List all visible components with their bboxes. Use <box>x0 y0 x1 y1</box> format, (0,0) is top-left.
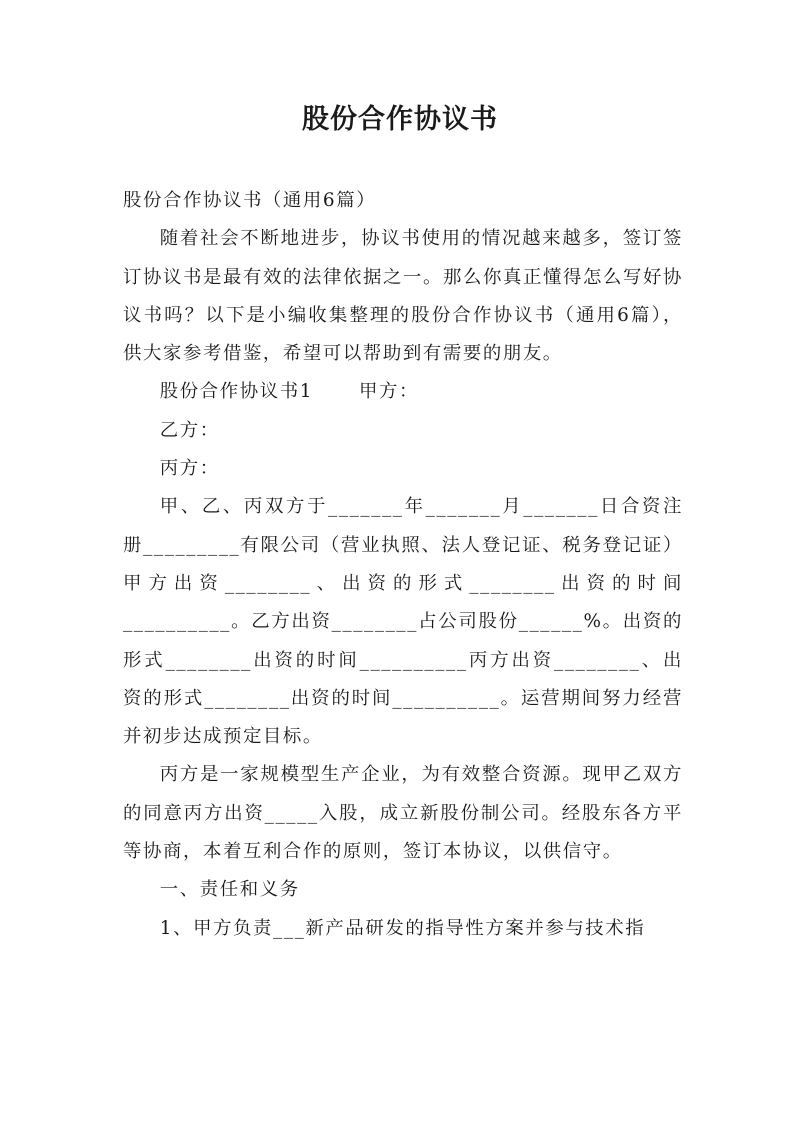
party-a-label: 甲方： <box>359 381 420 403</box>
capital-paragraph: 甲、乙、丙双方于_______年_______月_______日合资注册_________有限公司（营业执照、法人登记证、税务登记证）甲方出资________、出资的形式________出资的时间__________。乙方出资________占公司股份______%。出资的形式________出资的时间__________丙方出资________、出资的形式________出资的时间__________。运营期间努力经营并初步达成预定目标。 <box>123 496 683 748</box>
document-body <box>123 182 683 948</box>
intro-paragraph: 随着社会不断地进步，协议书使用的情况越来越多，签订签订协议书是最有效的法律依据之一。那么你真正懂得怎么写好协议书吗？以下是小编收集整理的股份合作协议书（通用6篇），供大家参考借鉴，希望可以帮助到有需要的朋友。 <box>123 228 683 365</box>
party-c-label: 丙方： <box>159 458 220 480</box>
purpose-paragraph: 丙方是一家规模型生产企业，为有效整合资源。现甲乙双方的同意丙方出资_____入股，成立新股份制公司。经股东各方平等协商，本着互利合作的原则，签订本协议，以供信守。 <box>123 764 683 863</box>
document-subtitle: 股份合作协议书（通用6篇） <box>123 190 377 211</box>
section-heading-line <box>123 373 683 411</box>
duties-heading: 一、责任和义务 <box>159 879 300 901</box>
party-b-label: 乙方： <box>159 419 220 441</box>
duty-item-1: 1、甲方负责___新产品研发的指导性方案并参与技术指 <box>159 917 646 939</box>
section-heading: 股份合作协议书1 <box>159 381 314 403</box>
document-title: 股份合作协议书 <box>302 104 498 135</box>
